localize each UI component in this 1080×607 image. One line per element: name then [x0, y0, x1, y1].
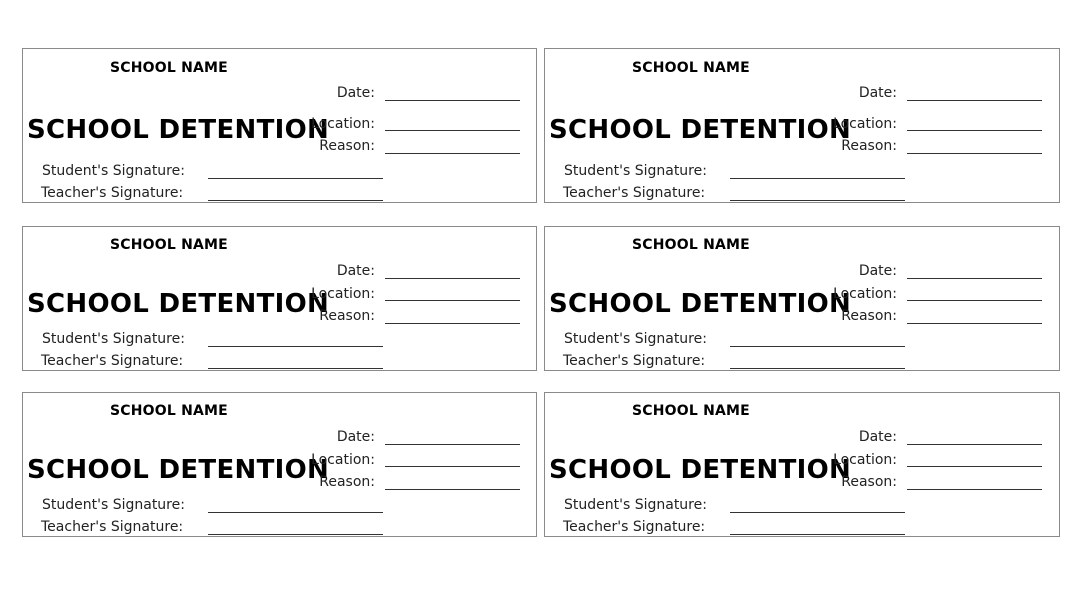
reason-line[interactable] — [907, 489, 1042, 490]
date-line[interactable] — [385, 278, 520, 279]
teacher-signature-line[interactable] — [730, 368, 905, 369]
date-label: Date: — [336, 263, 375, 279]
student-signature-label: Student's Signature: — [564, 331, 707, 347]
slip-title: SCHOOL DETENTION — [549, 289, 852, 319]
detention-slip — [544, 48, 1060, 203]
date-label: Date: — [336, 85, 375, 101]
location-label: Location: — [311, 116, 375, 132]
school-name: SCHOOL NAME — [632, 60, 750, 76]
location-line[interactable] — [907, 300, 1042, 301]
teacher-signature-label: Teacher's Signature: — [563, 519, 706, 535]
student-signature-line[interactable] — [730, 178, 905, 179]
location-line[interactable] — [907, 130, 1042, 131]
school-name: SCHOOL NAME — [632, 403, 750, 419]
location-line[interactable] — [385, 300, 520, 301]
location-label: Location: — [311, 452, 375, 468]
date-label: Date: — [336, 429, 375, 445]
date-label: Date: — [858, 85, 897, 101]
reason-label: Reason: — [319, 138, 375, 154]
date-line[interactable] — [385, 444, 520, 445]
student-signature-line[interactable] — [208, 512, 383, 513]
student-signature-line[interactable] — [208, 346, 383, 347]
student-signature-label: Student's Signature: — [564, 497, 707, 513]
school-name: SCHOOL NAME — [110, 237, 228, 253]
school-name: SCHOOL NAME — [110, 60, 228, 76]
school-name: SCHOOL NAME — [632, 237, 750, 253]
location-line[interactable] — [907, 466, 1042, 467]
detention-slip — [544, 392, 1060, 537]
reason-label: Reason: — [319, 474, 375, 490]
teacher-signature-line[interactable] — [208, 200, 383, 201]
teacher-signature-line[interactable] — [208, 368, 383, 369]
reason-label: Reason: — [319, 308, 375, 324]
slip-title: SCHOOL DETENTION — [549, 455, 852, 485]
location-line[interactable] — [385, 466, 520, 467]
date-line[interactable] — [907, 444, 1042, 445]
detention-slip — [22, 226, 537, 371]
reason-label: Reason: — [841, 308, 897, 324]
teacher-signature-line[interactable] — [730, 200, 905, 201]
slip-title: SCHOOL DETENTION — [27, 455, 330, 485]
slip-title: SCHOOL DETENTION — [27, 289, 330, 319]
reason-line[interactable] — [385, 153, 520, 154]
location-label: Location: — [833, 116, 897, 132]
teacher-signature-label: Teacher's Signature: — [41, 353, 184, 369]
date-label: Date: — [858, 429, 897, 445]
reason-line[interactable] — [385, 323, 520, 324]
date-line[interactable] — [385, 100, 520, 101]
student-signature-line[interactable] — [208, 178, 383, 179]
slip-title: SCHOOL DETENTION — [549, 115, 852, 145]
teacher-signature-label: Teacher's Signature: — [41, 519, 184, 535]
slip-title: SCHOOL DETENTION — [27, 115, 330, 145]
location-label: Location: — [833, 286, 897, 302]
location-line[interactable] — [385, 130, 520, 131]
reason-line[interactable] — [385, 489, 520, 490]
student-signature-label: Student's Signature: — [42, 497, 185, 513]
teacher-signature-line[interactable] — [730, 534, 905, 535]
student-signature-line[interactable] — [730, 512, 905, 513]
reason-line[interactable] — [907, 323, 1042, 324]
location-label: Location: — [311, 286, 375, 302]
reason-label: Reason: — [841, 138, 897, 154]
detention-slip — [544, 226, 1060, 371]
teacher-signature-label: Teacher's Signature: — [41, 185, 184, 201]
date-line[interactable] — [907, 100, 1042, 101]
detention-slip — [22, 392, 537, 537]
school-name: SCHOOL NAME — [110, 403, 228, 419]
teacher-signature-label: Teacher's Signature: — [563, 353, 706, 369]
teacher-signature-line[interactable] — [208, 534, 383, 535]
student-signature-label: Student's Signature: — [42, 331, 185, 347]
date-line[interactable] — [907, 278, 1042, 279]
student-signature-line[interactable] — [730, 346, 905, 347]
detention-slip — [22, 48, 537, 203]
student-signature-label: Student's Signature: — [564, 163, 707, 179]
student-signature-label: Student's Signature: — [42, 163, 185, 179]
location-label: Location: — [833, 452, 897, 468]
date-label: Date: — [858, 263, 897, 279]
teacher-signature-label: Teacher's Signature: — [563, 185, 706, 201]
reason-label: Reason: — [841, 474, 897, 490]
reason-line[interactable] — [907, 153, 1042, 154]
